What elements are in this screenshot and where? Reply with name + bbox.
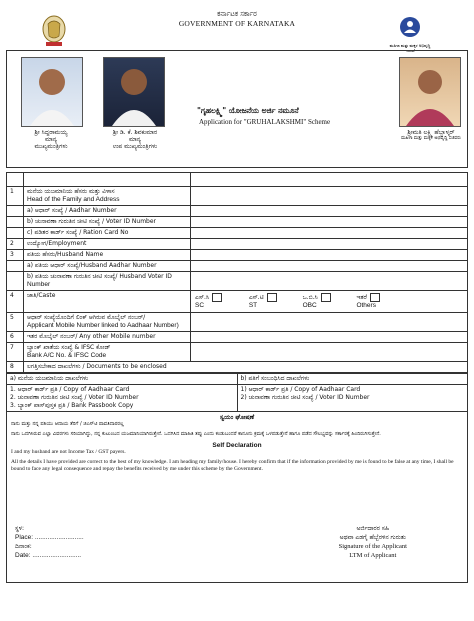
person-icon (400, 58, 460, 126)
table-row: 1. ಆಧಾರ್ ಕಾರ್ಡ್ ಪ್ರತಿ / Copy of Aadhaar Card 2. ಚುನಾವಣಾ ಗುರುತಿನ ಚೀಟಿ ಸಂಖ್ಯೆ / Voter ID Number 3. ಬ್ಯಾಂಕ್ ಪಾಸ್‌ಪುಸ್ತಕ ಪ್ರತಿ / Bank Passbook Copy 1) ಆಧಾರ್ ಕಾರ್ಡ್ ಪ್ರತಿ / Copy of Aadhaar Card 2) ಚುನಾವಣಾ ಗುರುತಿನ ಚೀಟಿ ಸಂಖ್ಯೆ / Voter ID Number (7, 385, 468, 412)
photo-minister (399, 57, 461, 127)
department-logo-icon (399, 16, 421, 38)
place-field[interactable]: Place: ........................... (15, 534, 84, 542)
photo-deputy-chief-minister (103, 57, 165, 127)
table-row: 5 ಆಧಾರ್ ಸಂಖ್ಯೆಯೊಂದಿಗೆ ಲಿಂಕ್ ಆಗಿರುವ ಮೊಬೈಲ್ ನಂಬರ್/ Applicant Mobile Number linked to Aadhaar Number) (7, 313, 468, 332)
husband-aadhar-field[interactable] (191, 261, 468, 272)
table-row: 6 ಇತರ ಮೊಬೈಲ್ ನಂಬರ್/ Any other Mobile number (7, 332, 468, 343)
table-row: a) ಪತಿಯ ಆಧಾರ್ ಸಂಖ್ಯೆ/Husband Aadhar Number (7, 261, 468, 272)
table-row: c) ಪಡಿತರ ಕಾರ್ಡ್ ಸಂಖ್ಯೆ / Ration Card No (7, 228, 468, 239)
table-row: b) ಚುನಾವಣಾ ಗುರುತಿನ ಚೀಟಿ ಸಂಖ್ಯೆ / Voter ID Number (7, 217, 468, 228)
karnataka-emblem-icon (40, 14, 68, 48)
table-row: 4 ಜಾತಿ/Caste ಎಸ್.ಸಿ SC ಎಸ್.ಟಿ ST ಒ.ಬಿ.ಸಿ OBC ಇತರೆ Others (7, 291, 468, 313)
table-row: 7 ಬ್ಯಾಂಕ್ ಖಾತೆಯ ಸಂಖ್ಯೆ & IFSC ಕೋಡ್ Bank A/C No. & IFSC Code (7, 343, 468, 362)
photo-banner (6, 50, 468, 168)
header (6, 10, 468, 53)
minister-caption: ಶ್ರೀಮತಿ ಲಕ್ಷ್ಮಿ ಹೆಬ್ಬಾಳ್ಕರ್ ಮಹಿಳಾ ಮತ್ತು ಮಕ್ಕಳ ಅಭಿವೃದ್ಧಿ ಸಚಿವರು (401, 129, 461, 141)
table-row: a) ಆಧಾರ್ ಸಂಖ್ಯೆ / Aadhar Number (7, 206, 468, 217)
cm-caption: ಶ್ರೀ ಸಿದ್ದರಾಮಯ್ಯ ಮಾನ್ಯ ಮುಖ್ಯಮಂತ್ರಿಗಳು (34, 129, 68, 150)
linked-mobile-field[interactable] (191, 313, 468, 332)
form-title-english: Application for "GRUHALAKSHMI" Scheme (199, 118, 331, 126)
caste-others-checkbox[interactable] (370, 293, 380, 302)
table-row: 1 ಮನೆಯ ಯಜಮಾನಿಯ ಹೆಸರು ಮತ್ತು ವಿಳಾಸ Head of the Family and Address (7, 187, 468, 206)
person-icon (104, 58, 164, 126)
husband-voter-id-field[interactable] (191, 272, 468, 291)
aadhar-field[interactable] (191, 206, 468, 217)
employment-field[interactable] (191, 239, 468, 250)
husband-name-field[interactable] (191, 250, 468, 261)
govt-name-english: GOVERNMENT OF KARNATAKA (178, 19, 296, 28)
table-row: 8 ಲಗತ್ತಿಸಬೇಕಾದ ದಾಖಲೆಗಳು / Documents to be enclosed (7, 362, 468, 373)
documents-table (6, 373, 468, 412)
table-row (7, 173, 468, 187)
other-mobile-field[interactable] (191, 332, 468, 343)
caste-obc-checkbox[interactable] (321, 293, 331, 302)
ration-card-field[interactable] (191, 228, 468, 239)
dcm-caption: ಶ್ರೀ ಡಿ. ಕೆ. ಶಿವಕುಮಾರ ಮಾನ್ಯ ಉಪ ಮುಖ್ಯಮಂತ್ರಿಗಳು (112, 129, 158, 150)
table-row: 2 ಉದ್ಯೋಗ/Employment (7, 239, 468, 250)
department-logo-caption: ಮಹಿಳಾ ಮತ್ತು ಮಕ್ಕಳ ಅಭಿವೃದ್ಧಿ ಇಲಾಖೆ (389, 43, 431, 53)
table-row: a) ಮನೆಯ ಯಜಮಾನಿಯ ದಾಖಲೆಗಳು b) ಪತಿಗೆ ಸಂಬಂಧಿಸಿದ ದಾಖಲೆಗಳು (7, 374, 468, 385)
voter-id-field[interactable] (191, 217, 468, 228)
self-declaration-title: Self Declaration (212, 442, 262, 450)
caste-st-checkbox[interactable] (267, 293, 277, 302)
head-name-field[interactable] (191, 187, 468, 206)
place-date: ಸ್ಥಳ: Place: ........................... ದಿನಾಂಕ: Date: ........................... (15, 525, 84, 560)
person-icon (22, 58, 82, 126)
table-row: b) ಪತಿಯ ಚುನಾವಣಾ ಗುರುತಿನ ಚೀಟಿ ಸಂಖ್ಯೆ/ Husband Voter ID Number (7, 272, 468, 291)
caste-sc-checkbox[interactable] (212, 293, 222, 302)
form-table (6, 172, 468, 373)
declaration: ಸ್ವಯಂ ಘೋಷಣೆ ನಾನು ಮತ್ತು ನನ್ನ ಪತಿಯು ಆದಾಯ ತೆರಿಗೆ / ಜಿಎಸ್‌ಟಿ ಪಾವತಿದಾರರಲ್ಲ ನಾನು ಒದಗಿಸಿರುವ ಎಲ್ಲಾ ವಿವರಗಳು ಸರಿಯಾಗಿದ್ದು, ನನ್ನ ಕುಟುಂಬದ ಯಜಮಾನಿಯಾಗಿರುತ್ತೇನೆ. ಒದಗಿಸಿದ ಮಾಹಿತಿ ತಪ್ಪು ಎಂದು ಕಂಡುಬಂದರೆ ಕಾನೂನು ಕ್ರಮಕ್ಕೆ ಒಳಪಡುತ್ತೇನೆ ಹಾಗೂ ಪಡೆದ ಸೌಲಭ್ಯವನ್ನು ಸರ್ಕಾರಕ್ಕೆ ಹಿಂದಿರುಗಿಸುತ್ತೇನೆ. Self Declaration I and my husband are not Income Tax / GST payers. All the details I have provided are correct to the best of my knowledge. I am heading my family/house. I hereby confirm that if the information provided by me is found to be false at any time, I shall be bound to face any legal consequence and repay the benefits received by me under this scheme by the Government. ಸ್ಥಳ: Place: ........................... ದಿನಾಂಕ: Date: ........................... ಅರ್ಜಿದಾರರ ಸಹಿ ಅಥವಾ ಎಡಗೈ ಹೆಬ್ಬೆರಳಿನ ಗುರುತು Signature of the Applicant LTM of Applicant (6, 412, 468, 583)
form-title-kannada: "ಗೃಹಲಕ್ಷ್ಮಿ" ಯೋಜನೆಯ ಅರ್ಜಿ ನಮೂನೆ (197, 106, 299, 115)
caste-options: ಎಸ್.ಸಿ SC ಎಸ್.ಟಿ ST ಒ.ಬಿ.ಸಿ OBC ಇತರೆ Others (191, 291, 468, 313)
photo-chief-minister (21, 57, 83, 127)
date-field[interactable]: Date: ........................... (15, 552, 82, 560)
signature-block[interactable]: ಅರ್ಜಿದಾರರ ಸಹಿ ಅಥವಾ ಎಡಗೈ ಹೆಬ್ಬೆರಳಿನ ಗುರುತು Signature of the Applicant LTM of Applicant (338, 525, 407, 560)
department-logo (388, 16, 432, 53)
bank-account-field[interactable] (191, 343, 468, 362)
govt-name-kannada: ಕರ್ನಾಟಕ ಸರ್ಕಾರ (217, 10, 257, 18)
table-row: 3 ಪತಿಯ ಹೆಸರು/Husband Name (7, 250, 468, 261)
